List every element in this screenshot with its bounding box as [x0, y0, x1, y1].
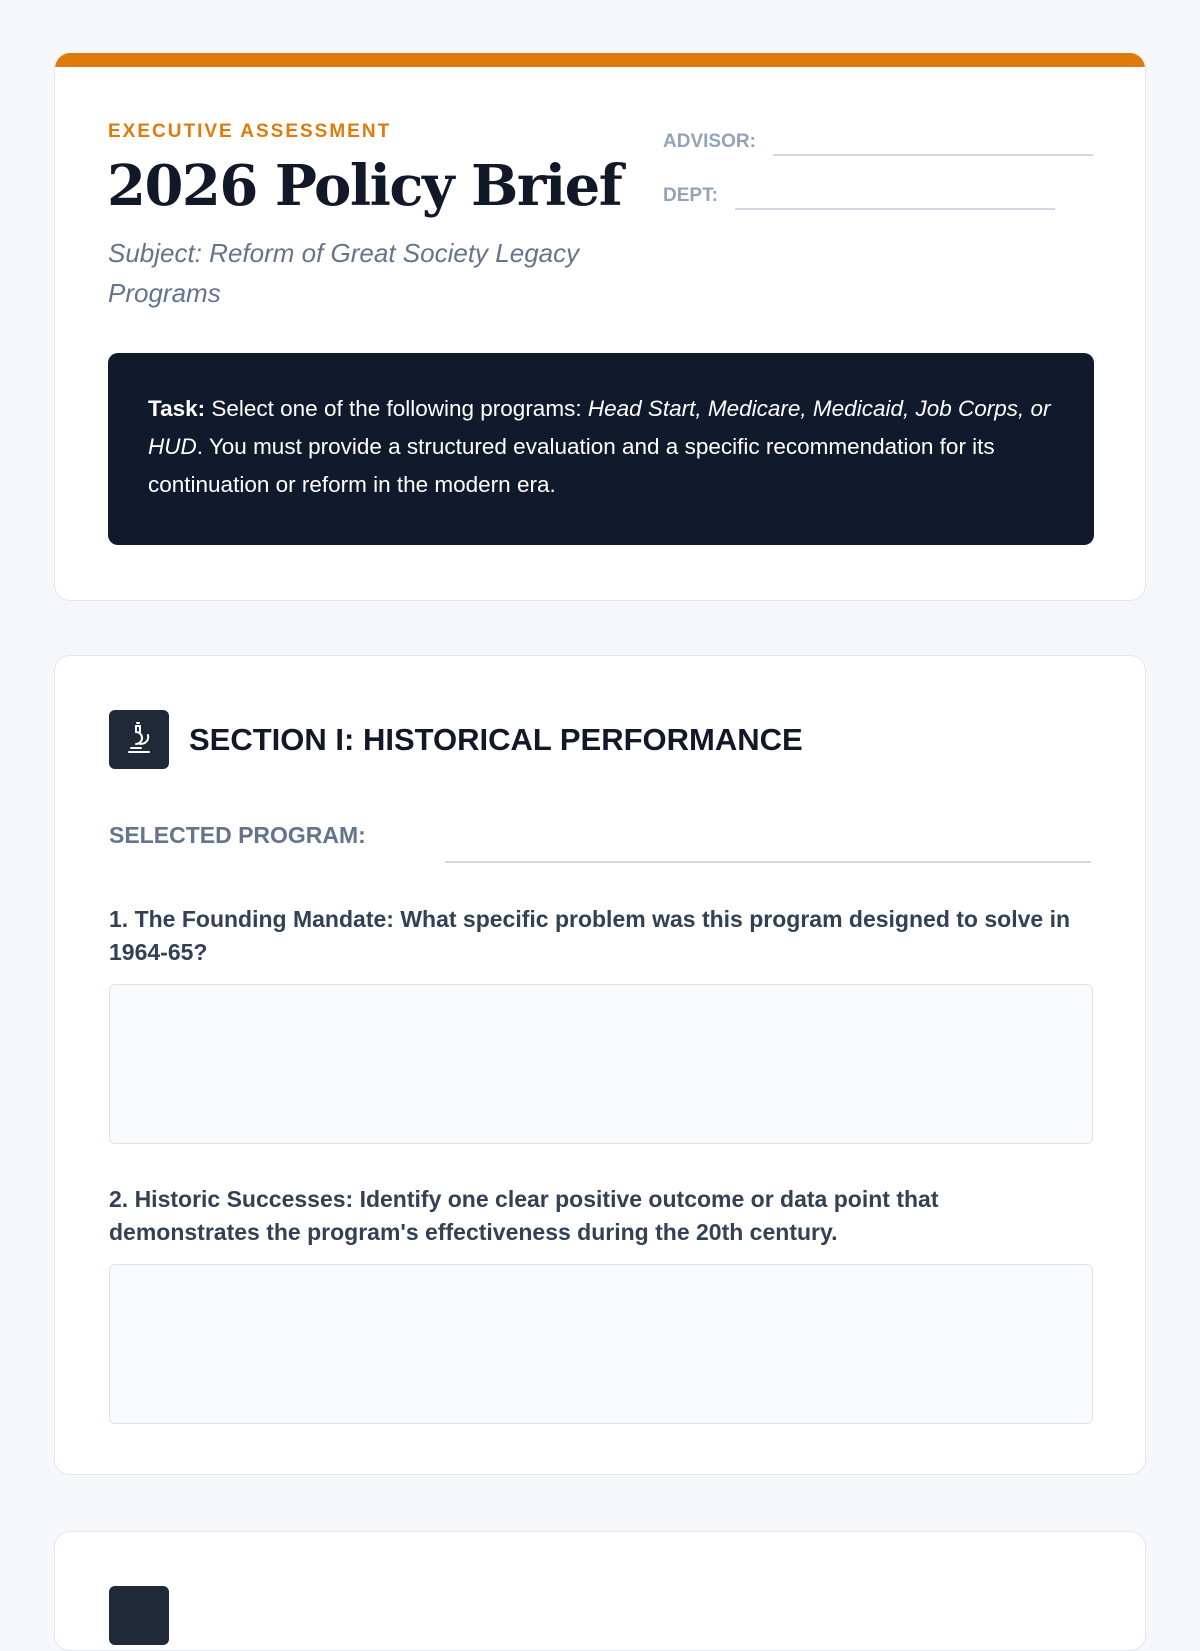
dept-field[interactable] [735, 208, 1055, 210]
question-2: 2. Historic Successes: Identify one clear positive outcome or data point that demonstrates the program's effectiveness during the 20th century. [109, 1186, 939, 1245]
selected-program-label: SELECTED PROGRAM: [109, 822, 366, 848]
answer-2-textarea[interactable] [109, 1264, 1093, 1424]
task-box [108, 353, 1094, 545]
section-1-card [54, 655, 1146, 1475]
task-label: Task: [148, 396, 206, 421]
section-icon [109, 1586, 169, 1645]
dept-label: DEPT: [663, 185, 718, 206]
selected-program-field[interactable] [445, 861, 1091, 863]
advisor-row [663, 122, 1101, 162]
advisor-field[interactable] [773, 154, 1093, 156]
section-2-card [54, 1531, 1146, 1651]
advisor-label: ADVISOR: [663, 131, 756, 152]
task-programs: Head Start, Medicare, Medicaid, Job Corps, or HUD [148, 396, 1051, 459]
answer-1-textarea[interactable] [109, 984, 1093, 1144]
question-1: 1. The Founding Mandate: What specific problem was this program designed to solve in 1964-65? [109, 906, 1071, 965]
task-text-after: . You must provide a structured evaluation and a specific recommendation for its continuation or reform in the modern era. [148, 434, 995, 497]
header-card [54, 53, 1146, 601]
eyebrow-label: EXECUTIVE ASSESSMENT [108, 121, 392, 142]
accent-bar [55, 53, 1145, 67]
task-text-before: Select one of the following programs: [205, 396, 588, 421]
dept-row [663, 176, 1101, 216]
microscope-icon [109, 710, 169, 769]
section-title: SECTION I: HISTORICAL PERFORMANCE [189, 722, 803, 757]
page-title: 2026 Policy Brief [107, 153, 622, 219]
subtitle: Subject: Reform of Great Society Legacy Programs [108, 238, 580, 308]
